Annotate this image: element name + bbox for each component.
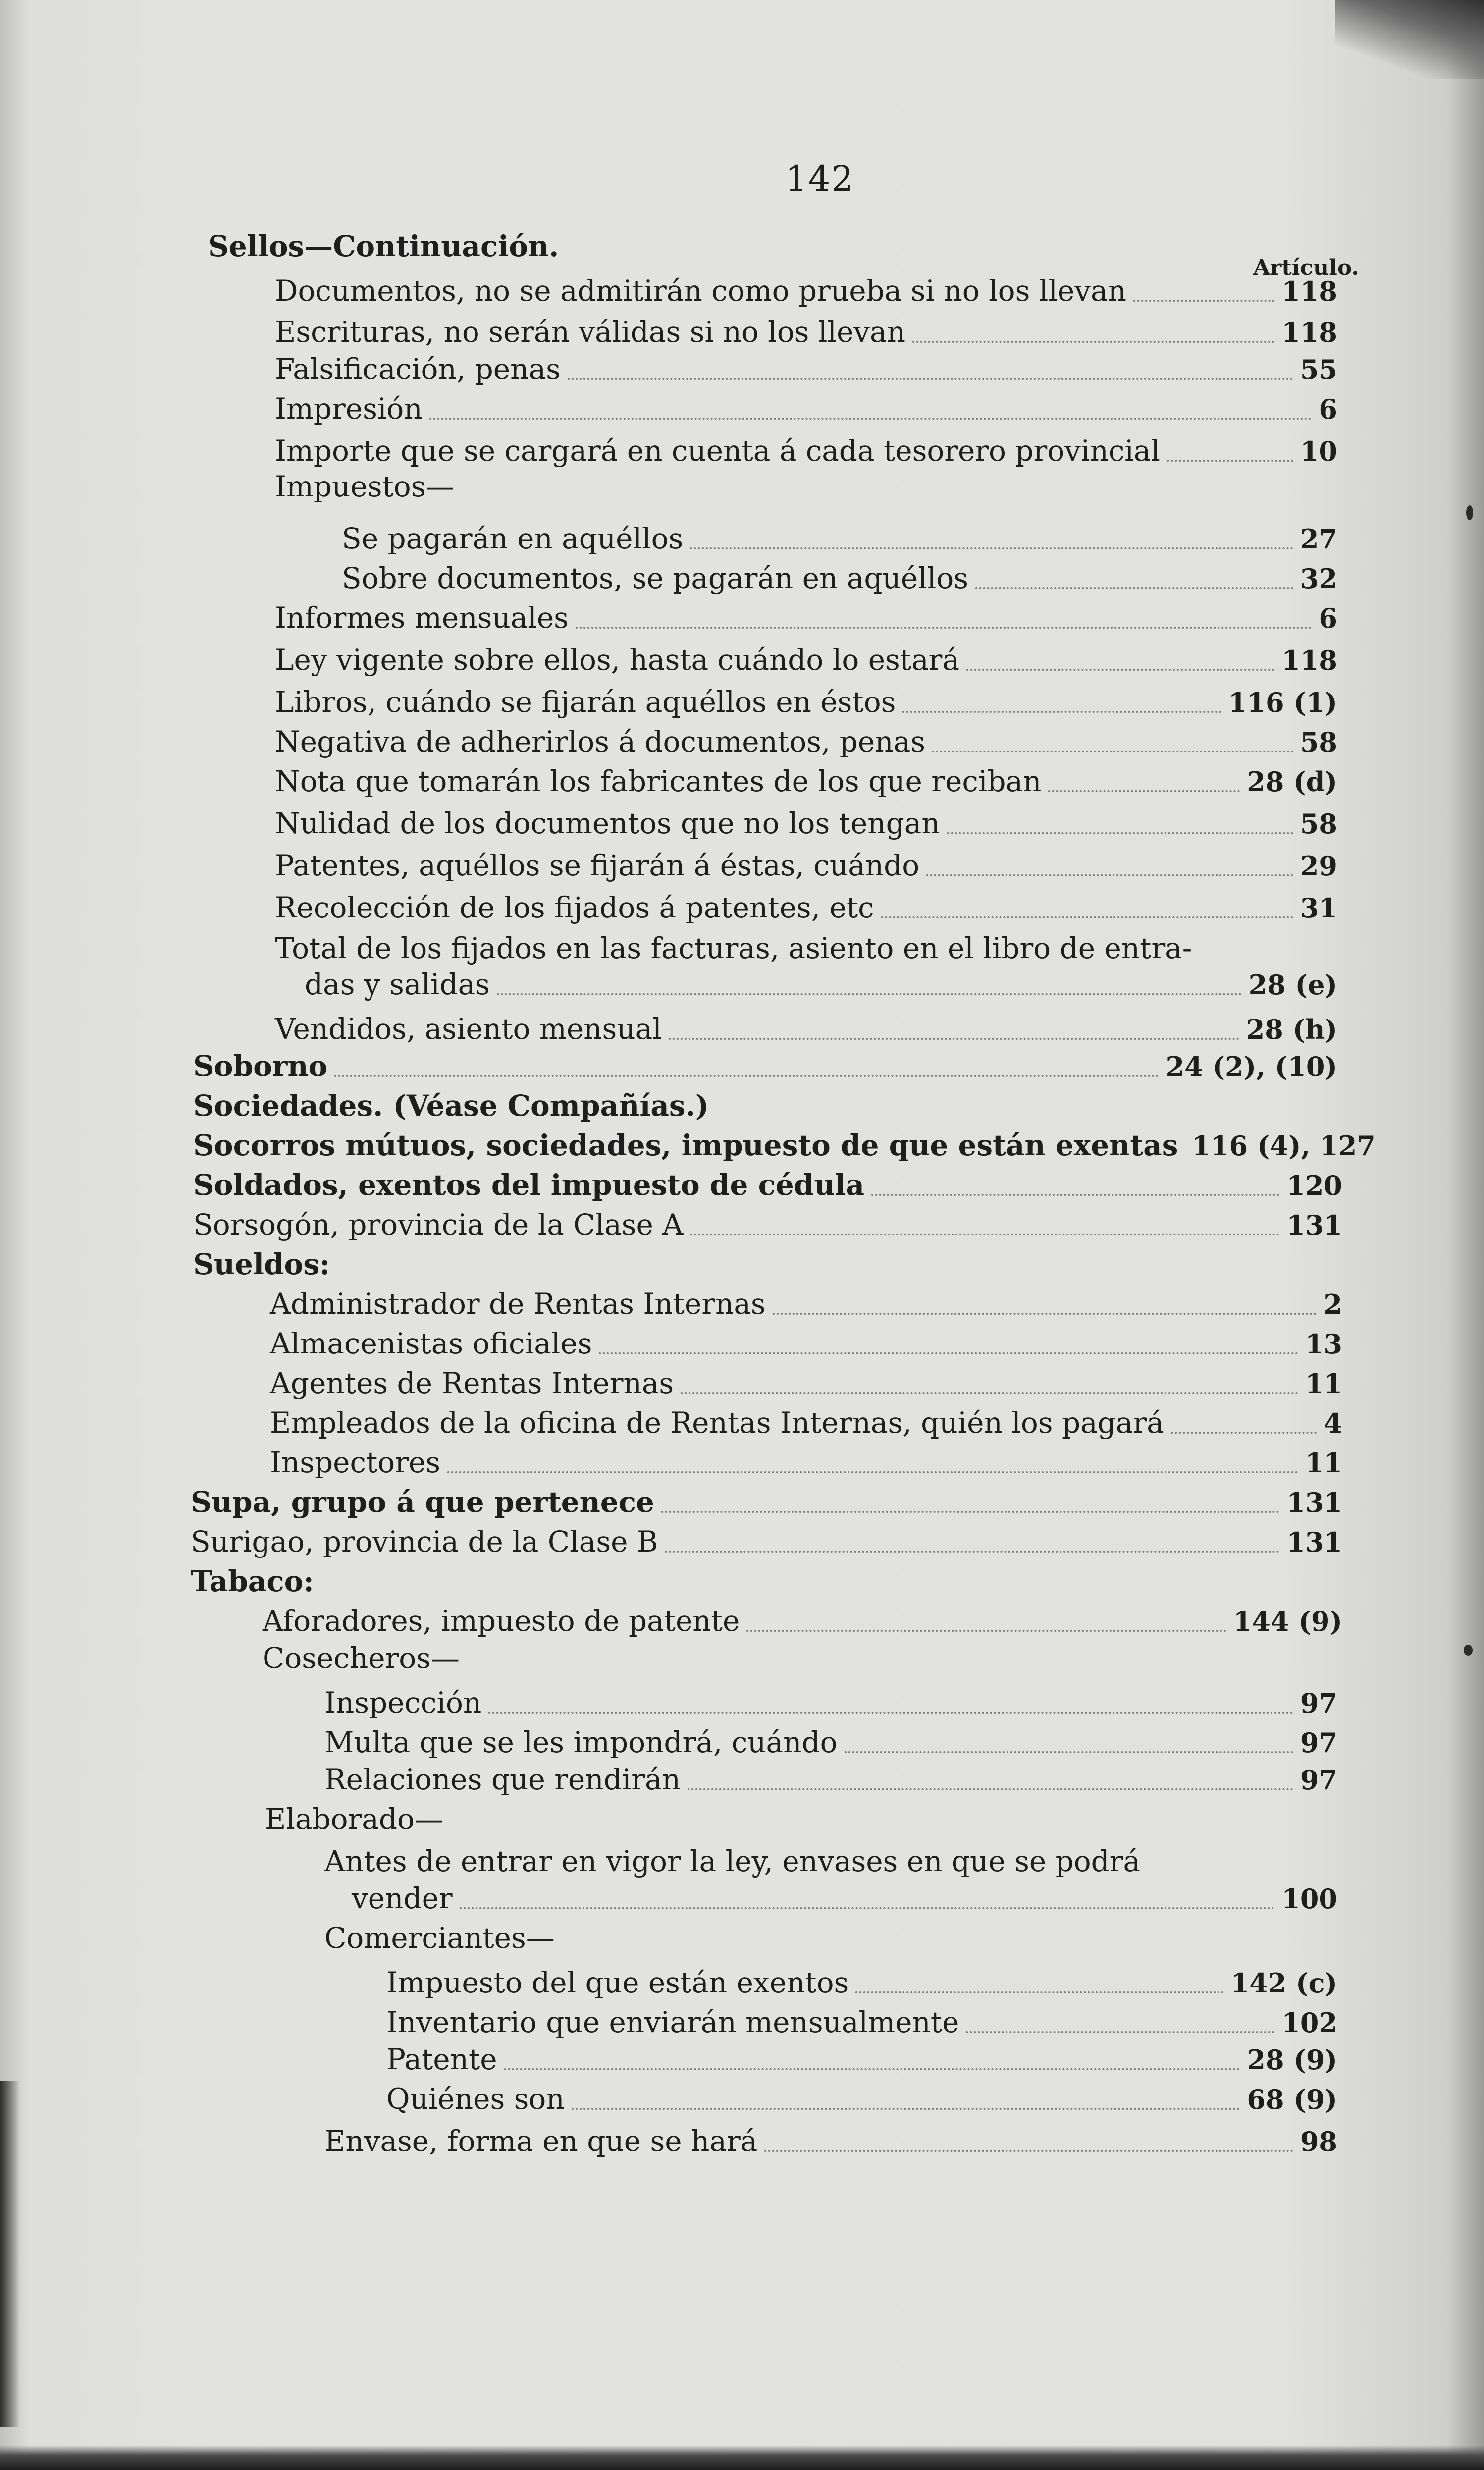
index-entry (270, 1442, 1342, 1483)
index-entry (386, 2078, 1337, 2120)
scan-shadow-left (0, 2081, 20, 2427)
index-entry-text: Empleados de la oficina de Rentas Internas, quién los pagará (270, 1406, 1164, 1440)
index-entry-article-ref: 118 (1281, 644, 1337, 676)
index-entry (275, 311, 1337, 353)
index-entry (191, 1560, 1342, 1602)
index-entry-text: Nota que tomarán los fabricantes de los que reciban (275, 764, 1042, 798)
column-header-articulo: Artículo. (1253, 255, 1359, 280)
index-entry (324, 1917, 1337, 1959)
index-entry-text: Inspectores (270, 1446, 441, 1479)
index-entry-article-ref: 29 (1300, 850, 1337, 882)
index-entry-text: Patentes, aquéllos se fijarán á éstas, cuándo (275, 849, 920, 882)
index-entry-text: Multa que se les impondrá, cuándo (324, 1725, 838, 1759)
dot-leader (497, 983, 1242, 995)
index-entry (275, 270, 1337, 312)
index-entry (275, 466, 1337, 507)
index-entry-article-ref: 11 (1305, 1368, 1342, 1399)
dot-leader (764, 2140, 1293, 2152)
dot-leader (460, 1897, 1275, 1909)
index-entry-article-ref: 118 (1281, 317, 1337, 348)
dot-leader (447, 1461, 1298, 1473)
dot-leader (488, 1702, 1293, 1714)
index-entry-article-ref: 144 (9) (1233, 1606, 1342, 1637)
index-entry-article-ref: 11 (1305, 1447, 1342, 1479)
index-entry (342, 557, 1337, 599)
index-entry-text: Escrituras, no serán válidas si no los llevan (275, 315, 905, 349)
index-entry (324, 1721, 1337, 1763)
index-entry (263, 1637, 1342, 1679)
dot-leader (599, 1342, 1298, 1354)
index-entry-article-ref: 32 (1300, 563, 1337, 594)
index-entry-text: Patente (386, 2042, 497, 2076)
page-number: 142 (785, 159, 854, 199)
index-entry-text: Sociedades. (Véase Compañías.) (193, 1089, 709, 1123)
dot-leader (334, 1065, 1159, 1077)
index-entry (193, 1243, 1342, 1285)
index-entry (193, 1045, 1337, 1087)
index-entry-text: Cosecheros— (263, 1641, 460, 1675)
index-entry-text: Se pagarán en aquéllos (342, 522, 684, 555)
index-entry-article-ref: 98 (1300, 2126, 1337, 2157)
dot-leader (966, 2021, 1274, 2033)
index-entry (270, 1323, 1342, 1364)
index-entry (324, 1840, 1337, 1882)
section-heading (208, 225, 559, 267)
index-entry (275, 597, 1337, 639)
index-entry-text: Nulidad de los documentos que no los tengan (275, 806, 940, 840)
index-entry (191, 1481, 1342, 1523)
index-entry-article-ref: 28 (d) (1247, 766, 1337, 798)
index-entry-text: das y salidas (305, 967, 490, 1001)
dot-leader (661, 1501, 1279, 1513)
index-entry (193, 1204, 1342, 1245)
index-entry-text: Agentes de Rentas Internas (270, 1366, 674, 1400)
index-entry-article-ref: 28 (h) (1246, 1014, 1337, 1045)
index-entry (275, 348, 1337, 390)
index-entry-text: Ley vigente sobre ellos, hasta cuándo lo estará (275, 643, 959, 677)
index-entry-article-ref: 4 (1324, 1407, 1342, 1439)
dot-leader (871, 1184, 1279, 1196)
index-entry (342, 518, 1337, 559)
index-entry-text: Antes de entrar en vigor la ley, envases en que se podrá (324, 1844, 1141, 1878)
index-entry-article-ref: 100 (1281, 1883, 1337, 1915)
index-entry (193, 1085, 1337, 1127)
index-entry-text: Falsificación, penas (275, 352, 561, 386)
index-entry (275, 760, 1337, 802)
index-entry-text: Sobre documentos, se pagarán en aquéllos (342, 561, 969, 595)
dot-leader (902, 701, 1221, 713)
index-entry-article-ref: 6 (1319, 393, 1337, 425)
index-entry-article-ref: 131 (1286, 1209, 1342, 1241)
index-entry-article-ref: 27 (1300, 523, 1337, 555)
index-entry-article-ref: 120 (1286, 1170, 1342, 1201)
index-entry-article-ref: 58 (1300, 808, 1337, 840)
index-entry (265, 1798, 1337, 1840)
index-entry (191, 1521, 1342, 1562)
index-entry-article-ref: 55 (1300, 354, 1337, 385)
dot-leader (568, 368, 1293, 380)
index-entry-article-ref: 28 (e) (1248, 969, 1337, 1001)
index-entry (193, 1125, 1376, 1166)
dot-leader (926, 864, 1293, 876)
index-entry-text: vender (352, 1881, 453, 1915)
index-entry-article-ref: 131 (1286, 1487, 1342, 1518)
index-entry (275, 887, 1337, 928)
dot-leader (504, 2058, 1240, 2070)
dot-leader (690, 1224, 1279, 1235)
index-entry-text: Surigao, provincia de la Clase B (191, 1525, 658, 1558)
index-entry-text: Impresión (275, 392, 423, 426)
index-entry-text: Tabaco: (191, 1564, 314, 1598)
index-entry (305, 964, 1337, 1005)
dot-leader (912, 331, 1274, 343)
dot-leader (855, 1982, 1223, 1993)
dot-leader (746, 1620, 1226, 1632)
index-entry (270, 1362, 1342, 1404)
index-entry (386, 2039, 1337, 2080)
dot-leader (1048, 780, 1240, 792)
index-entry (193, 1164, 1342, 1206)
dot-leader (665, 1541, 1279, 1553)
index-entry-article-ref: 118 (1281, 275, 1337, 307)
index-entry-text: Importe que se cargará en cuenta á cada tesorero provincial (275, 434, 1160, 468)
index-entry-article-ref: 97 (1300, 1764, 1337, 1796)
index-entry (352, 1878, 1337, 1919)
index-entry-text: Administrador de Rentas Internas (270, 1287, 766, 1321)
index-entry-text: Envase, forma en que se hará (324, 2124, 758, 2158)
index-entry-text: Total de los fijados en las facturas, asiento en el libro de entra- (275, 931, 1192, 965)
index-entry (275, 1008, 1337, 1050)
index-entry (324, 2120, 1337, 2162)
index-entry-text: Elaborado— (265, 1802, 443, 1836)
index-entry (324, 1759, 1337, 1800)
index-entry-article-ref: 13 (1305, 1328, 1342, 1360)
index-entry (386, 1962, 1337, 2003)
dot-leader (429, 408, 1312, 420)
index-entry-article-ref: 142 (c) (1230, 1967, 1337, 1999)
index-entry-text: Impuestos— (275, 470, 455, 503)
index-entry-text: Informes mensuales (275, 601, 569, 635)
dot-leader (845, 1741, 1293, 1753)
index-entry (275, 639, 1337, 681)
dot-leader (966, 659, 1274, 671)
index-entry (275, 803, 1337, 844)
scan-speck (1466, 505, 1473, 520)
index-entry (275, 721, 1337, 762)
index-entry-article-ref: 68 (9) (1247, 2084, 1337, 2115)
index-entry-article-ref: 97 (1300, 1687, 1337, 1719)
dot-leader (773, 1303, 1317, 1315)
scan-shadow-corner (1335, 0, 1484, 79)
index-entry-article-ref: 58 (1300, 726, 1337, 758)
index-entry-text: Inspección (324, 1686, 482, 1719)
dot-leader (690, 537, 1293, 549)
index-entry (270, 1283, 1342, 1325)
index-entry-text: Negativa de adherirlos á documentos, penas (275, 725, 925, 758)
index-entry-text: Aforadores, impuesto de patente (263, 1604, 740, 1638)
index-entry-text: Sueldos: (193, 1247, 330, 1281)
index-entry (324, 1682, 1337, 1723)
index-entry (270, 1402, 1342, 1444)
index-entry-text: Sorsogón, provincia de la Clase A (193, 1208, 684, 1241)
dot-leader (975, 577, 1293, 589)
dot-leader (1171, 1422, 1317, 1434)
dot-leader (1133, 290, 1274, 302)
index-entry-text: Documentos, no se admitirán como prueba si no los llevan (275, 274, 1126, 308)
dot-leader (681, 1382, 1298, 1394)
index-entry (275, 927, 1337, 969)
index-entry (386, 2001, 1337, 2043)
dot-leader (576, 617, 1312, 629)
index-entry-article-ref: 6 (1319, 602, 1337, 634)
scan-shadow-bottom (0, 2445, 1484, 2470)
index-entry-article-ref: 2 (1324, 1289, 1342, 1320)
index-entry (263, 1600, 1342, 1642)
dot-leader (932, 741, 1293, 752)
index-entry-article-ref: 31 (1300, 892, 1337, 924)
index-entry-text: Almacenistas oficiales (270, 1327, 592, 1360)
index-entry-article-ref: 116 (1) (1228, 687, 1337, 718)
index-entry-text: Supa, grupo á que pertenece (191, 1485, 654, 1519)
index-entry-article-ref: 28 (9) (1247, 2044, 1337, 2076)
index-entry-article-ref: 102 (1281, 2007, 1337, 2039)
index-entry (275, 388, 1337, 430)
scan-speck (1464, 1645, 1473, 1656)
dot-leader (688, 1778, 1293, 1790)
index-entry-article-ref: 24 (2), (10) (1166, 1051, 1337, 1082)
index-entry-text: Soborno (193, 1049, 328, 1083)
dot-leader (881, 907, 1293, 918)
index-entry (275, 681, 1337, 723)
index-entry (275, 845, 1337, 886)
index-entry-article-ref: 131 (1286, 1526, 1342, 1558)
index-entry-text: Comerciantes— (324, 1921, 555, 1955)
index-entry-text: Impuesto del que están exentos (386, 1966, 849, 1999)
index-entry-article-ref: 97 (1300, 1727, 1337, 1759)
index-entry-text: Inventario que enviarán mensualmente (386, 2005, 959, 2039)
index-entry-text: Libros, cuándo se fijarán aquéllos en éstos (275, 685, 896, 719)
section-heading-text: Sellos—Continuación. (208, 229, 559, 263)
index-entry-article-ref: 116 (4), 127 (1192, 1130, 1376, 1162)
index-entry-text: Quiénes son (386, 2082, 565, 2116)
index-entry-text: Recolección de los fijados á patentes, etc (275, 891, 874, 924)
index-entry-text: Socorros mútuos, sociedades, impuesto de que están exentas (193, 1128, 1178, 1162)
dot-leader (669, 1028, 1239, 1040)
index-entry-text: Relaciones que rendirán (324, 1763, 681, 1796)
dot-leader (1167, 450, 1293, 462)
dot-leader (572, 2098, 1240, 2110)
index-entry-text: Vendidos, asiento mensual (275, 1012, 662, 1046)
index-entry-article-ref: 10 (1300, 435, 1337, 467)
dot-leader (947, 822, 1293, 834)
index-entry-text: Soldados, exentos del impuesto de cédula (193, 1168, 865, 1202)
